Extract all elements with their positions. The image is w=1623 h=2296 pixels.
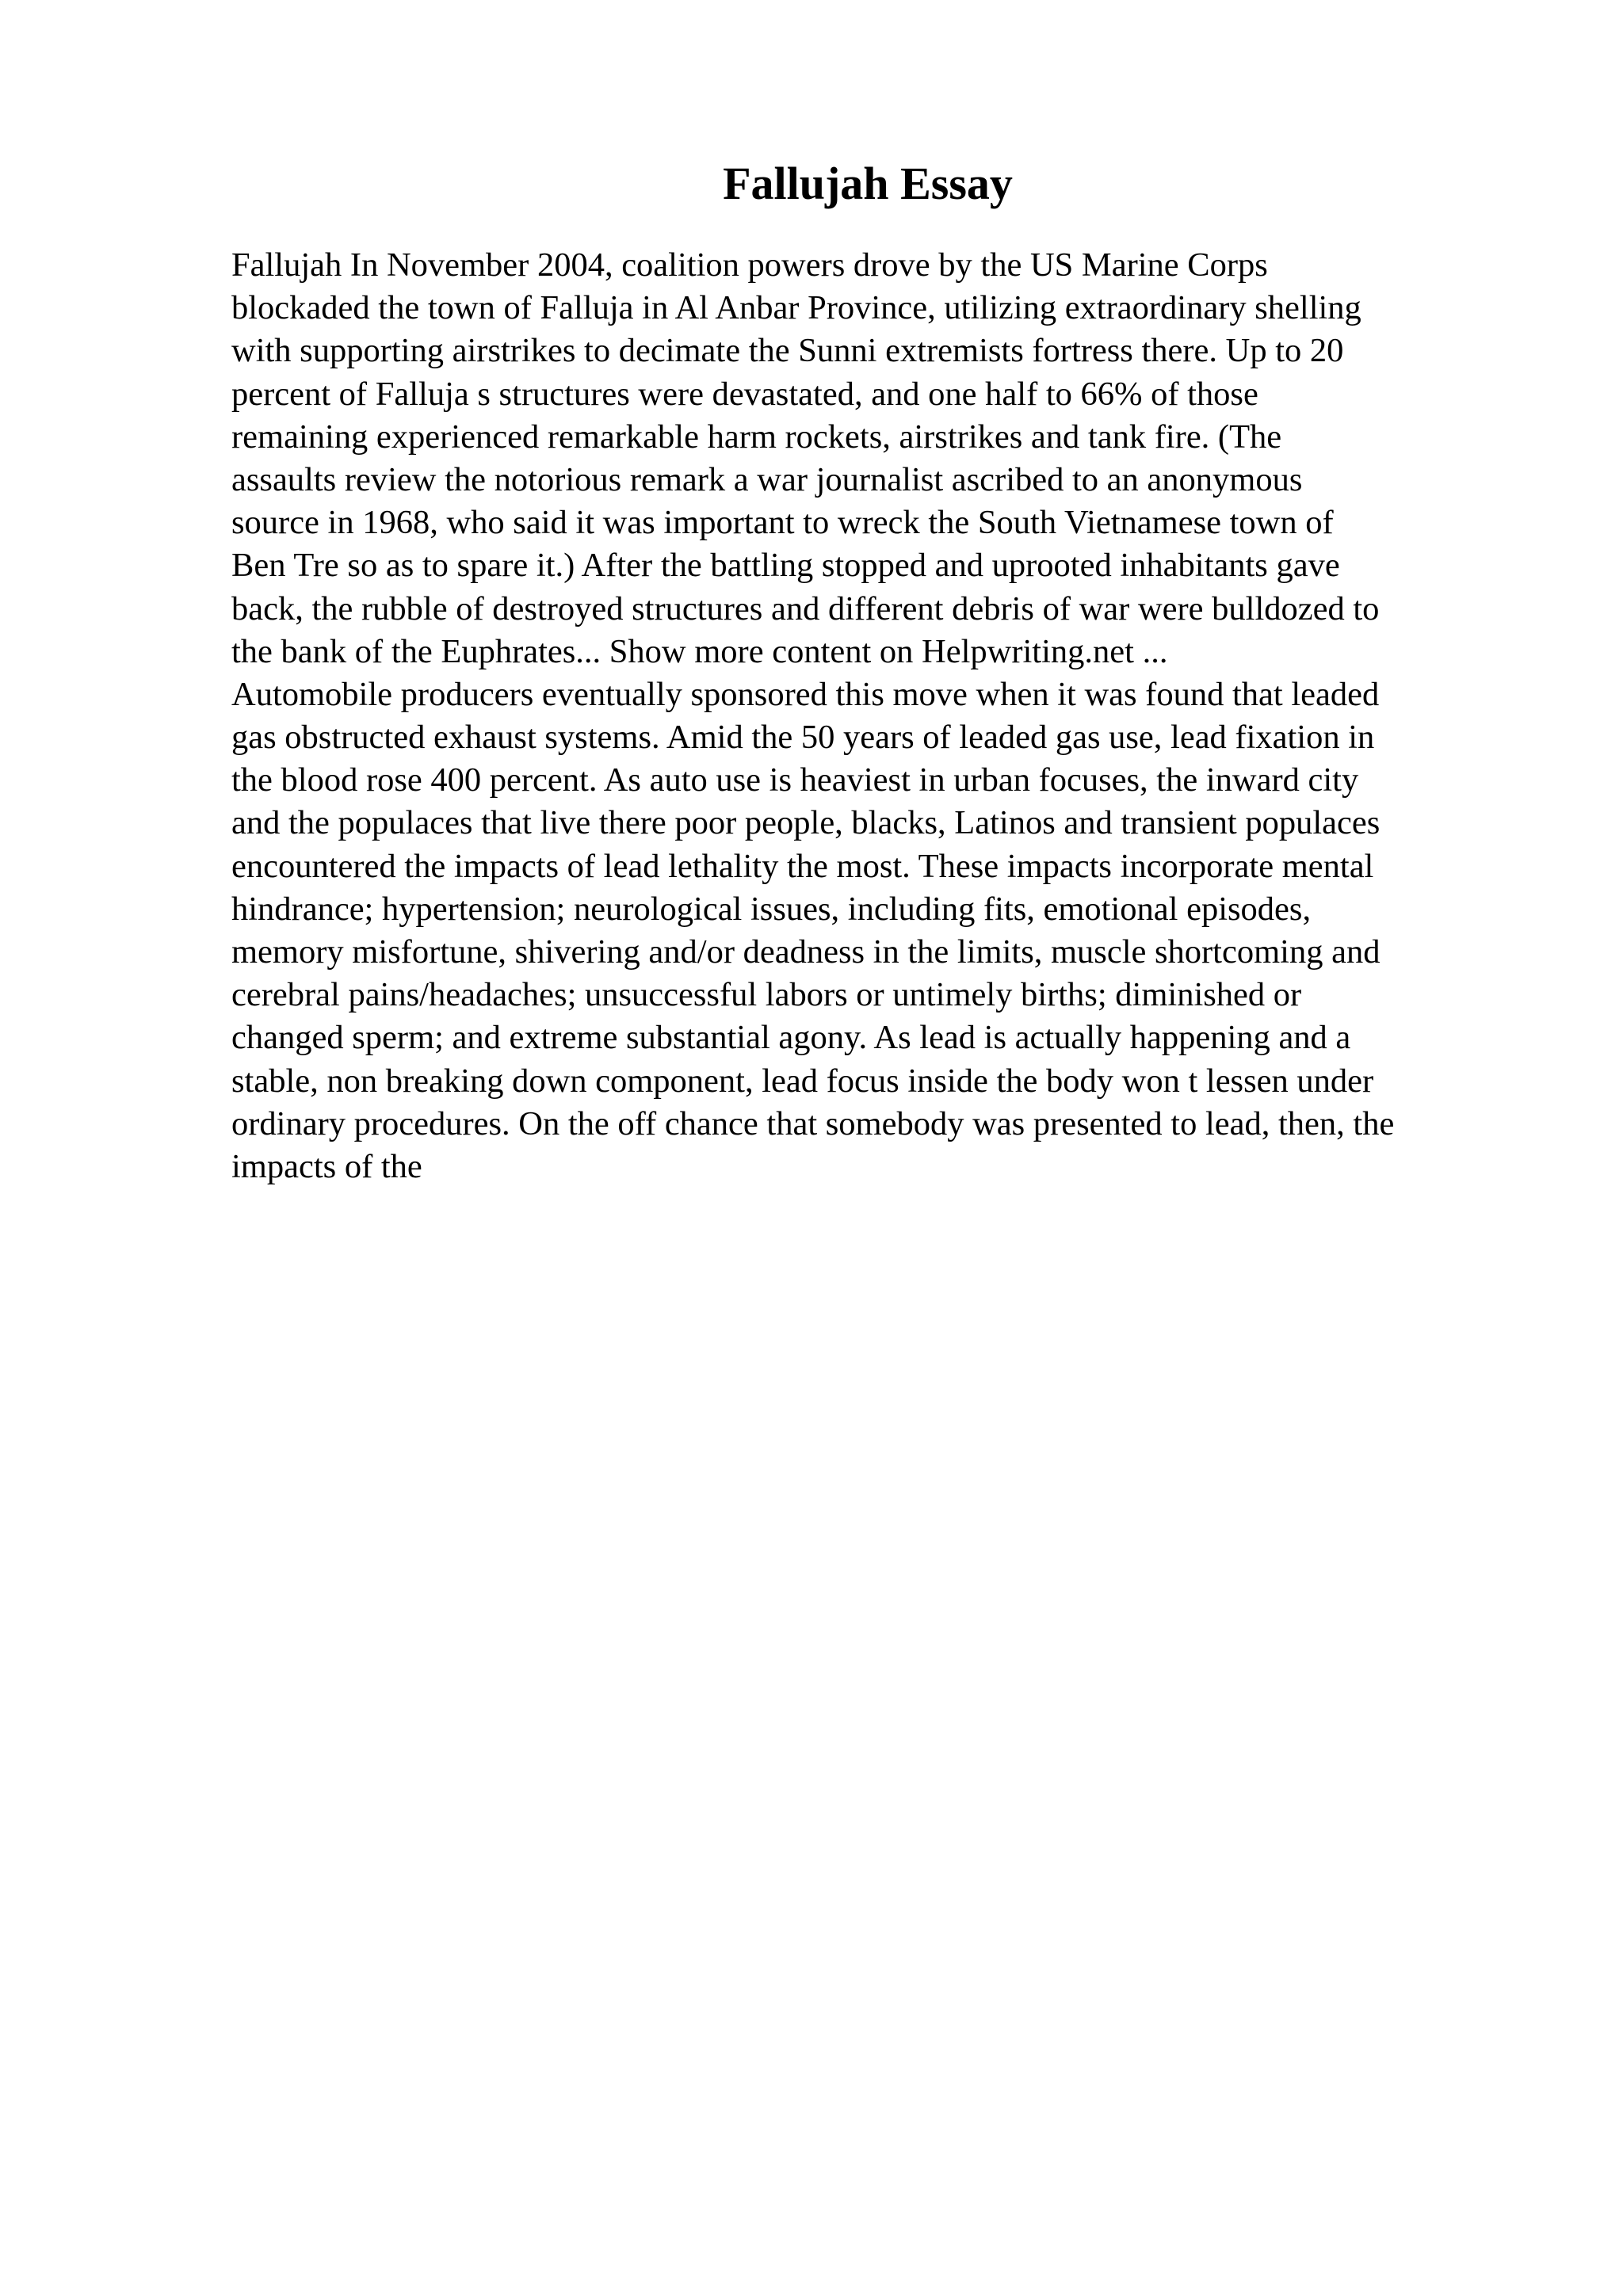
body-line: Fallujah In November 2004, coalition powers drove by the US Marine Corps — [231, 246, 1268, 284]
body-line: source in 1968, who said it was important to wreck the South Vietnamese town of — [231, 504, 1334, 542]
body-line: cerebral pains/headaches; unsuccessful labors or untimely births; diminished or — [231, 976, 1302, 1014]
body-line: remaining experienced remarkable harm rockets, airstrikes and tank fire. (The — [231, 418, 1282, 456]
body-line: and the populaces that live there poor people, blacks, Latinos and transient populaces — [231, 804, 1381, 842]
body-line: encountered the impacts of lead lethality the most. These impacts incorporate mental — [231, 847, 1374, 885]
essay-body — [231, 244, 1531, 1188]
body-line: blockaded the town of Falluja in Al Anbar Province, utilizing extraordinary shelling — [231, 289, 1361, 327]
body-line: back, the rubble of destroyed structures and different debris of war were bulldozed to — [231, 589, 1380, 627]
body-line: the bank of the Euphrates... Show more content on Helpwriting.net ... — [231, 632, 1168, 670]
body-line: ordinary procedures. On the off chance that somebody was presented to lead, then, the — [231, 1104, 1395, 1142]
body-line: gas obstructed exhaust systems. Amid the 50 years of leaded gas use, lead fixation in — [231, 719, 1375, 757]
document-title: Fallujah Essay — [723, 158, 1013, 209]
body-line: with supporting airstrikes to decimate the Sunni extremists fortress there. Up to 20 — [231, 332, 1344, 370]
body-line: percent of Falluja s structures were devastated, and one half to 66% of those — [231, 375, 1258, 413]
body-line: changed sperm; and extreme substantial agony. As lead is actually happening and a — [231, 1019, 1351, 1057]
body-line: impacts of the — [231, 1147, 422, 1185]
body-line: assaults review the notorious remark a war journalist ascribed to an anonymous — [231, 460, 1303, 498]
body-line: hindrance; hypertension; neurological issues, including fits, emotional episodes, — [231, 890, 1312, 928]
body-line: stable, non breaking down component, lead focus inside the body won t lessen under — [231, 1062, 1374, 1100]
body-line: Ben Tre so as to spare it.) After the battling stopped and uprooted inhabitants gave — [231, 547, 1340, 585]
body-line: the blood rose 400 percent. As auto use is heaviest in urban focuses, the inward city — [231, 761, 1359, 799]
body-line: Automobile producers eventually sponsored this move when it was found that leaded — [231, 675, 1380, 713]
body-line: memory misfortune, shivering and/or deadness in the limits, muscle shortcoming and — [231, 933, 1381, 971]
